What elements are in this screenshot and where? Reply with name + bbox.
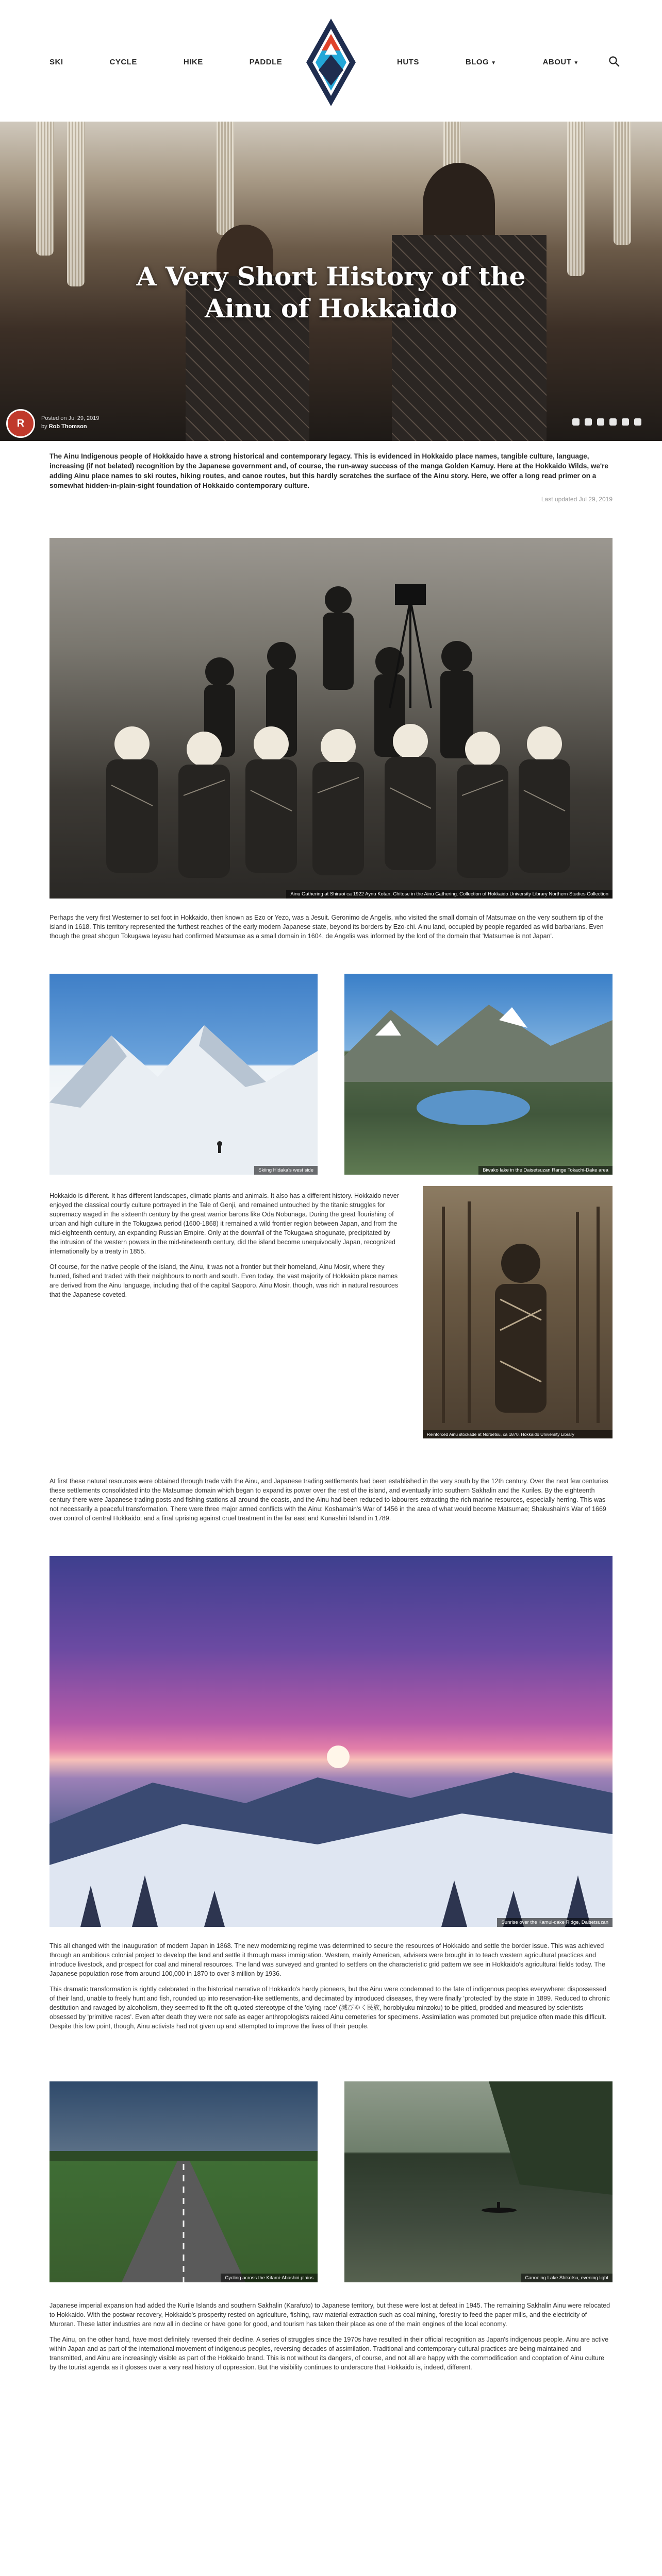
posted-on: Posted on Jul 29, 2019 <box>41 415 100 421</box>
article-section-4 <box>49 1941 613 2037</box>
paragraph: This dramatic transformation is rightly celebrated in the historical narrative of Hokkaido's hardy pioneers, but the Ainu were condemned to the fate of indigenous peoples everywhere: dispossessed of their land, unable to freely hunt and fish, rounded up into reservation-like settlements, and decimated by introduced diseases, they were finally 'protected' by the state in 1899. Reduced to chronic destitution and ravaged by alcoholism, they seemed to fit the oft-quoted stereotype of the 'dying race' (滅びゆく民族, horobiyuku minzoku) to be pitied, prodded and measured by scientists obsessed by 'primitive races'. Even after death they were not safe as eager anthropologists raided Ainu cemeteries for specimens. Assimilation was promoted but prejudice often made this difficult. Despite this low point, though, Ainu activists had not given up and attempted to improve the lives of their people. <box>49 1986 610 2030</box>
photo-daisetsuzan-lake[interactable] <box>344 974 613 1175</box>
hero-banner <box>0 122 662 441</box>
photo-caption: Canoeing Lake Shikotsu, evening light <box>521 2274 613 2282</box>
post-meta <box>0 404 662 441</box>
email-icon[interactable] <box>609 418 617 426</box>
author-link[interactable]: Rob Thomson <box>48 423 87 430</box>
site-header <box>0 0 662 122</box>
paragraph: Hokkaido is different. It has different landscapes, climatic plants and animals. It also has a different history. Hokkaido never enjoyed the classical courtly culture portrayed in the Tale of Genji, and remained untouched by the titanic struggles for supremacy waged in the sixteenth century by the great warrior barons like Oda Nobunaga. During the great flourishing of urban and high culture in the Tokugawa period (1600-1868) it remained a wild frontier region between Japan, and from the mid-eighteenth century, an expanding Russian Empire. Only at the downfall of the Tokugawa shogunate, precipitated by the intrusion of the western powers in the mid-nineteenth century, did the island become unequivocally Japan, recognized internationally by a treaty in 1855. <box>49 1192 399 1255</box>
photo-caption: Reinforced Ainu stockade at Norbetsu, ca 1870. Hokkaido University Library <box>423 1430 613 1438</box>
posted-by <box>41 423 87 430</box>
cycling-illustration <box>49 2081 318 2282</box>
author-avatar[interactable]: R <box>6 409 35 438</box>
photo-cycling-plains[interactable] <box>49 2081 318 2282</box>
group-photo-illustration <box>49 538 613 899</box>
main-nav-right <box>397 58 625 66</box>
photo-caption: Skiing Hidaka's west side <box>254 1166 318 1175</box>
photo-caption: Sunrise over the Kamui-dake Ridge, Daisetsuzan <box>497 1918 613 1927</box>
nav-huts[interactable]: HUTS <box>397 58 419 66</box>
link-icon[interactable] <box>634 418 641 426</box>
posted-by-prefix: by <box>41 423 47 430</box>
hero-rope-decoration <box>217 122 234 235</box>
nav-ski[interactable]: SKI <box>49 58 63 66</box>
paragraph: Perhaps the very first Westerner to set foot in Hokkaido, then known as Ezo or Yezo, was a Jesuit. Geronimo de Angelis, who visited the small domain of Matsumae on the very southern tip of the island in 1618. This territory represented the furthest reaches of the early modern Japanese state, beyond its borders by Ezo-chi. Ainu land, occupied by people regarded as wild barbarians. Even though the great shogun Tokugawa Ieyasu had confirmed Matsumae as a small domain in 1604, de Angelis was informed by the lord of the domain that 'Matsumae is not Japan'. <box>49 914 604 940</box>
photo-ainu-gathering[interactable] <box>49 538 613 899</box>
paragraph: At first these natural resources were obtained through trade with the Ainu, and Japanese trading settlements had been established in the very south by the 12th century. Over the next few centuries these settlements consolidated into the Matsumae domain which began to expand its power over the rest of the island, and eventually into southern Sakhalin and the Kuriles. By the eighteenth century there were Japanese trading posts and fishing stations all around the coasts, and the Ainu had been reduced to labourers extracting the rich marine resources, especially herring. This was not necessarily a peaceful transformation. There were three major armed conflicts with the Ainu: Koshamain's War of 1456 in the area of what would become Matsumae; Shakushain's War of 1669 over control of central Hokkaido; and a final uprising against cruel treatment in the far east and Kunashiri Island in 1789. <box>49 1478 608 1522</box>
site-logo[interactable] <box>305 19 357 106</box>
photo-caption: Cycling across the Kitami-Abashiri plains <box>221 2274 318 2282</box>
photo-sunrise-ridge[interactable] <box>49 1556 613 1927</box>
search-icon[interactable] <box>608 56 620 67</box>
nav-paddle[interactable]: PADDLE <box>249 58 283 66</box>
hero-share-icons <box>572 418 641 426</box>
photo-skiing-hidaka[interactable] <box>49 974 318 1175</box>
intro-text: The Ainu Indigenous people of Hokkaido have a strong historical and contemporary legacy. This is evidenced in Hokkaido place names, tangible culture, language, increasing (if not belated) recognition by the Japanese government and, of course, the run-away success of the manga Golden Kamuy. Here at the Hokkaido Wilds, we're adding Ainu place names to ski routes, hiking routes, and canoe routes, but this hardly scratches the surface of the Ainu story. Here, we offer a long read primer on a somewhat hidden-in-plain-sight foundation of Hokkaido contemporary culture. <box>49 452 608 489</box>
paragraph: This all changed with the inauguration of modern Japan in 1868. The new modernizing regime was determined to secure the resources of Hokkaido and settle the border issue. This was achieved through an ambitious colonial project to develop the land and settle it through mass immigration. Western, mainly American, advisers were brought in to teach western agricultural practices and introduce livestock, and prospect for coal and mineral resources. The land was surveyed and granted to settlers on the characteristic grid pattern we see in Hokkaido's agricultural fields today. The Japanese population rose from around 100,000 in 1870 to over 3 million by 1936. <box>49 1942 605 1977</box>
paragraph: Of course, for the native people of the island, the Ainu, it was not a frontier but their homeland, Ainu Mosir, where they hunted, fished and traded with their neighbours to north and south. Even today, the vast majority of Hokkaido place names are derived from the Ainu language, including that of the capital Sapporo. Ainu Mosir, though, was rich in natural resources that the Japanese coveted. <box>49 1263 399 1298</box>
twitter-icon[interactable] <box>585 418 592 426</box>
lake-illustration <box>344 974 613 1175</box>
canoeing-illustration <box>344 2081 613 2282</box>
pinterest-icon[interactable] <box>597 418 604 426</box>
photo-caption: Biwako lake in the Daisetsuzan Range Tokachi-Dake area <box>478 1166 613 1175</box>
nav-about-label: ABOUT <box>542 58 572 66</box>
hero-rope-decoration <box>567 122 585 276</box>
main-nav-left <box>49 58 328 66</box>
hero-rope-decoration <box>614 122 631 245</box>
last-updated: Last updated Jul 29, 2019 <box>541 496 613 503</box>
sunrise-illustration <box>49 1556 613 1927</box>
photo-canoeing-lake[interactable] <box>344 2081 613 2282</box>
article-section-3 <box>49 1477 613 1529</box>
chevron-down-icon: ▼ <box>573 60 579 66</box>
photo-caption: Ainu Gathering at Shiraoi ca 1922 Aynu Kotan, Chitose in the Ainu Gathering. Collection of Hokkaido University Library Northern Studies Collection <box>286 890 613 899</box>
skiing-illustration <box>49 974 318 1175</box>
hero-rope-decoration <box>36 122 54 256</box>
print-icon[interactable] <box>622 418 629 426</box>
nav-cycle[interactable]: CYCLE <box>109 58 137 66</box>
page-title: A Very Short History of the Ainu of Hokkaido <box>136 261 526 324</box>
nav-blog-label: BLOG <box>465 58 489 66</box>
nav-about[interactable] <box>543 58 579 66</box>
article-section-1 <box>49 913 613 947</box>
article-section-2 <box>49 1191 400 1306</box>
hero-rope-decoration <box>67 122 85 286</box>
article-section-5 <box>49 2301 613 2378</box>
facebook-icon[interactable] <box>572 418 580 426</box>
stockade-illustration <box>423 1186 613 1438</box>
nav-blog[interactable] <box>466 58 496 66</box>
chevron-down-icon: ▼ <box>491 60 496 66</box>
paragraph: The Ainu, on the other hand, have most definitely reversed their decline. A series of struggles since the 1970s have resulted in their official recognition as Japan's indigenous people. Ainu are active within Japan and as part of the international movement of indigenous peoples, reversing decades of assimilation. Traditional and contemporary cultural practices are being maintained and transmitted, and Ainu are increasingly visible as part of the Hokkaido brand. This is not without its dangers, of course, and not all are happy with the commodification and cooptation of Ainu culture by the tourist agenda as it glosses over a very real history of oppression. But the visibility continues to underscore that Hokkaido is, indeed, different. <box>49 2336 609 2371</box>
photo-ainu-stockade[interactable] <box>423 1186 613 1438</box>
hero-figure <box>423 163 495 245</box>
paragraph: Japanese imperial expansion had added the Kurile Islands and southern Sakhalin (Karafuto) to Japanese territory, but these were lost at defeat in 1945. The remaining Sakhalin Ainu were relocated to Hokkaido. With the postwar recovery, Hokkaido's prosperity rested on agriculture, fishing, raw material extraction such as coal mining, forestry to feed the paper mills, and the electricity of Muroran. These latter industries are now all in decline or have gone for good, and tourism has taken their place as one of the main engines of the local economy. <box>49 2302 610 2328</box>
nav-hike[interactable]: HIKE <box>183 58 203 66</box>
article-intro <box>49 451 613 503</box>
